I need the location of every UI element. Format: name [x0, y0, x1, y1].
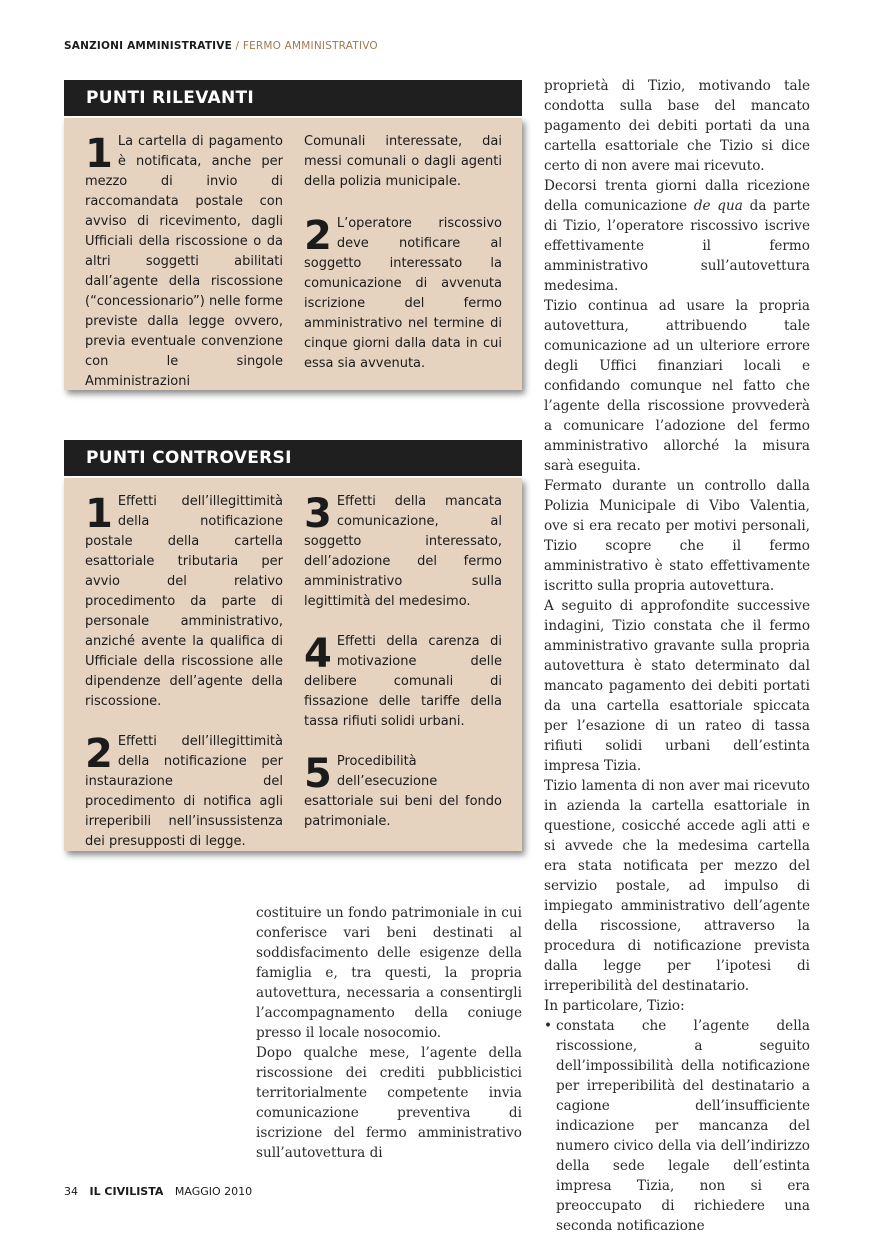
controverso-item-5	[304, 752, 502, 832]
italic-text: de qua	[693, 198, 743, 214]
bullet-list	[544, 1016, 810, 1236]
rilevante-item-2	[304, 214, 502, 374]
header-separator: /	[232, 40, 243, 52]
text-run: Decorsi trenta giorni dalla ricezione della comunicazione	[544, 178, 810, 214]
item-number: 2	[85, 731, 113, 777]
punti-rilevanti-title: PUNTI RILEVANTI	[64, 80, 522, 116]
controverso-item-2	[85, 732, 283, 852]
subsection-label: FERMO AMMINISTRATIVO	[242, 40, 378, 52]
item-number: 3	[304, 491, 332, 537]
page-footer	[64, 1185, 260, 1198]
body-paragraph: Dopo qualche mese, l’agente della riscossione dei crediti pubblicistici territorialmente competente invia comunicazione preventiva di iscrizione del fermo amministrativo sull’autovettura di	[256, 1045, 522, 1161]
punti-controversi-col-left	[85, 492, 283, 870]
item-text: Effetti della carenza di motivazione delle delibere comunali di fissazione delle tariffe della tassa rifiuti solidi urbani.	[304, 634, 502, 729]
controverso-item-3	[304, 492, 502, 612]
punti-controversi-title: PUNTI CONTROVERSI	[64, 440, 522, 476]
item-number: 2	[304, 213, 332, 259]
punti-rilevanti-col-left	[85, 132, 283, 392]
controverso-item-1	[85, 492, 283, 712]
item-text: Effetti della mancata comunicazione, al soggetto interessato, dell’adozione del fermo amministrativo sulla legittimità del medesimo.	[304, 494, 502, 609]
item-number: 4	[304, 631, 332, 677]
item-number: 5	[304, 751, 332, 797]
punti-controversi-box	[64, 478, 522, 851]
body-paragraph: proprietà di Tizio, motivando tale condotta sulla base del mancato pagamento dei debiti portati da una cartella esattoriale che Tizio si dice certo di non avere mai ricevuto.	[544, 78, 810, 174]
body-paragraph: A seguito di approfondite successive indagini, Tizio constata che il fermo amministrativo gravante sulla propria autovettura è stato determinato dal mancato pagamento dei debiti portati da una cartella esattoriale spiccata per l’esazione di un rateo di tassa rifiuti solidi urbani dell’estinta impresa Tizia.	[544, 598, 810, 774]
publication-name: IL CIVILISTA	[89, 1185, 164, 1198]
page-number: 34	[64, 1185, 78, 1198]
running-header	[64, 40, 378, 52]
item-text: Effetti dell’illegittimità della notificazione per instaurazione del procedimento di notifica agli irreperibili nell’insussistenza dei presupposti di legge.	[85, 734, 283, 849]
punti-rilevanti-col-right	[304, 132, 502, 392]
item-number: 1	[85, 491, 113, 537]
item-text: Procedibilità dell’esecuzione esattoriale sui beni del fondo patrimoniale.	[304, 754, 502, 829]
item-text: L’operatore riscossivo deve notificare al soggetto interessato la comunicazione di avvenuta iscrizione del fermo amministrativo nel termine di cinque giorni dalla data in cui essa sia avvenuta.	[304, 216, 502, 371]
text-run: da parte di Tizio, l’operatore riscossivo iscrive effettivamente il fermo amministrativo sull’autovettura medesima.	[544, 198, 810, 294]
punti-rilevanti-box	[64, 118, 522, 390]
rilevante-item-1-continuation	[304, 132, 502, 192]
controverso-item-4	[304, 632, 502, 732]
body-paragraph-de-qua	[544, 176, 810, 296]
section-label: SANZIONI AMMINISTRATIVE	[64, 40, 232, 52]
body-paragraph: In particolare, Tizio:	[544, 998, 685, 1014]
item-text: Effetti dell’illegittimità della notificazione postale della cartella esattoriale tributaria per avvio del relativo procedimento da parte di personale amministrativo, anziché avente la qualifica di Ufficiale della riscossione alle dipendenze dell’agente della riscossione.	[85, 494, 283, 709]
punti-controversi-col-right	[304, 492, 502, 870]
bullet-item: • constata che l’agente della riscossione, a seguito dell’impossibilità della notificazione per irreperibilità del destinatario a cagione dell’insufficiente indicazione per mancanza del numero civico della via dell’indirizzo della sede legale dell’estinta impresa Tizia, non si era preoccupato di richiedere una seconda notificazione	[556, 1016, 810, 1236]
right-column-text	[544, 76, 810, 1236]
item-number: 1	[85, 131, 113, 177]
body-paragraph: Fermato durante un controllo dalla Polizia Municipale di Vibo Valentia, ove si era recato per motivi personali, Tizio scopre che il fermo amministrativo è stato effettivamente iscritto sulla propria autovettura.	[544, 478, 810, 594]
item-text: Comunali interessate, dai messi comunali o dagli agenti della polizia municipale.	[304, 134, 502, 189]
body-paragraph: Tizio lamenta di non aver mai ricevuto in azienda la cartella esattoriale in questione, cosicché accede agli atti e si avvede che la medesima cartella era stata notificata per mezzo del servizio postale, ad impulso di impiegato amministrativo dell’agente della riscossione, attraverso la procedura di notificazione prevista dalla legge per l’ipotesi di irreperibilità del destinatario.	[544, 778, 810, 994]
issue-date: MAGGIO 2010	[174, 1185, 253, 1198]
item-text: La cartella di pagamento è notificata, anche per mezzo di invio di raccomandata postale con avviso di ricevimento, dagli Ufficiali della riscossione o da altri soggetti abilitati dall’agente della riscossione (“concessionario”) nelle forme previste dalla legge ovvero, previa eventuale convenzione con le singole Amministrazioni	[85, 134, 283, 389]
body-paragraph: costituire un fondo patrimoniale in cui conferisce vari beni destinati al soddisfacimento delle esigenze della famiglia e, tra questi, la propria autovettura, necessaria a consentirgli l’accompagnamento della coniuge presso il locale nosocomio.	[256, 905, 522, 1041]
rilevante-item-1	[85, 132, 283, 392]
middle-column-text	[256, 903, 522, 1163]
body-paragraph: Tizio continua ad usare la propria autovettura, attribuendo tale comunicazione ad un ulteriore errore degli Uffici finanziari locali e confidando comunque nel fatto che l’agente della riscossione provvederà a comunicare l’adozione del fermo amministrativo allorché la misura sarà eseguita.	[544, 298, 810, 474]
